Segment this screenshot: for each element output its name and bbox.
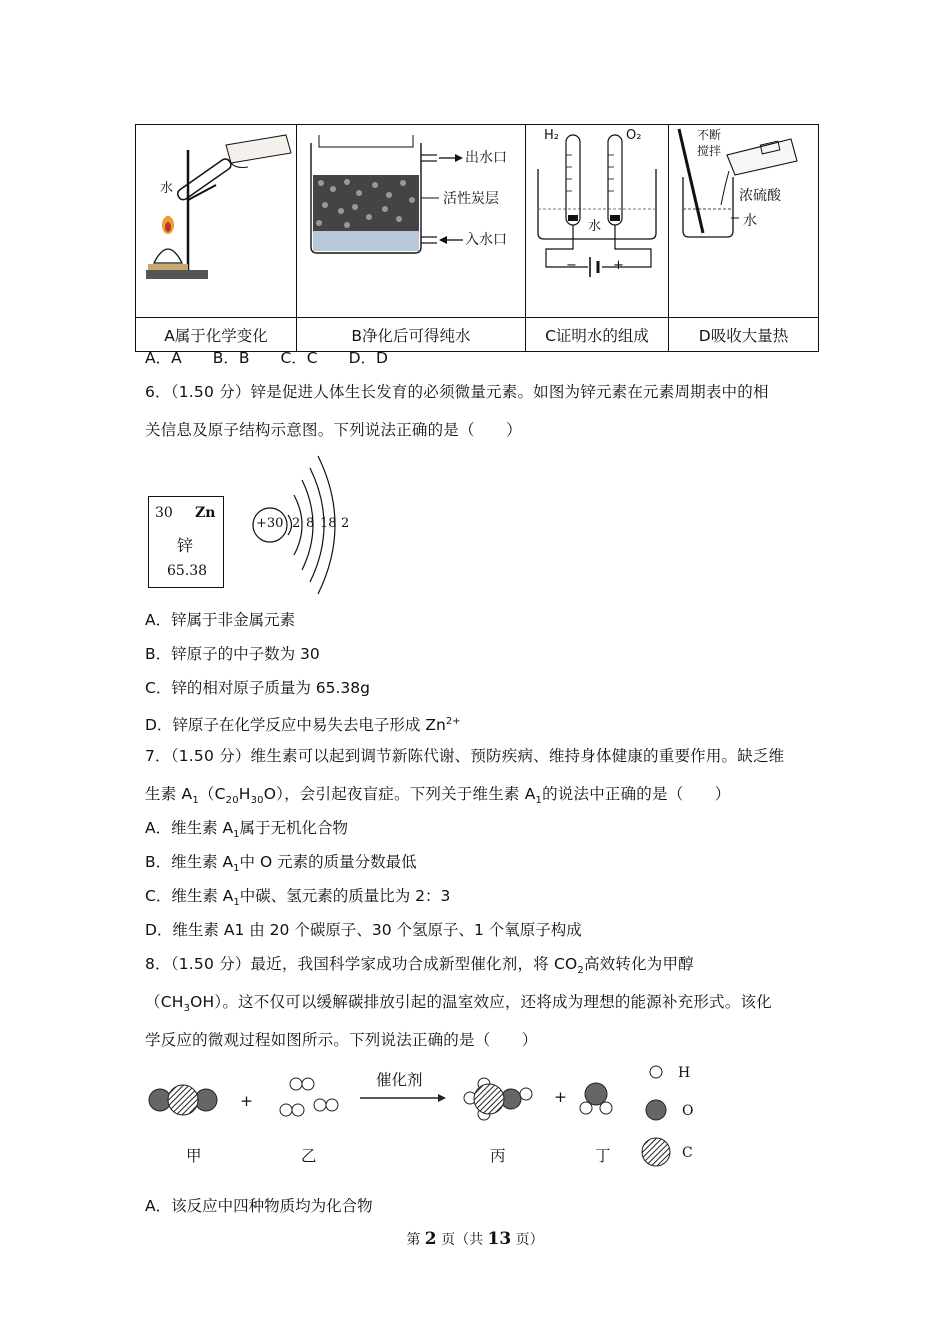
q7-option-b: [145, 852, 417, 879]
q7-stem-line-1: 7．（1.50 分）维生素可以起到调节新陈代谢、预防疾病、维持身体健康的重要作用。缺乏维: [145, 747, 785, 765]
q8-stem-line-3: 学反应的微观过程如图所示。下列说法正确的是（ ）: [145, 1031, 538, 1049]
q7-option-b-post: 中 O 元素的质量分数最低: [239, 853, 417, 871]
plus-sign-2: +: [554, 1088, 567, 1106]
figure-c-o2-label: O₂: [626, 128, 642, 143]
q8-line1-sub: 2: [577, 965, 584, 977]
shell-1-count: 2: [292, 516, 301, 531]
q7-option-b-pre: B．维生素 A: [145, 853, 234, 871]
figure-b-inlet-label: 入水口: [465, 232, 507, 248]
footer-mid: 页（共: [436, 1232, 488, 1248]
q8-stem-line-1: [145, 954, 694, 981]
figure-d-acid-label: 浓硫酸: [739, 188, 781, 204]
q7-option-b-sub: 1: [233, 863, 240, 875]
figure-c-plus-label: +: [613, 258, 624, 273]
q7-option-d: D．维生素 A1 由 20 个碳原子、30 个氢原子、1 个氧原子构成: [145, 921, 582, 939]
heating-apparatus-icon: [136, 125, 296, 313]
q6-option-d: [145, 712, 461, 735]
q6-option-b: B．锌原子的中子数为 30: [145, 645, 320, 663]
q8-line2-part-a: （CH: [145, 993, 184, 1011]
figure-c-h2-label: H₂: [544, 128, 559, 143]
q8-stem-line-2: [145, 992, 772, 1019]
q8-line2-part-b: OH）。这不仅可以缓解碳排放引起的温室效应，还将成为理想的能源补充形式。该化: [190, 993, 772, 1011]
q7-line2-part-d: O），会引起夜盲症。下列关于维生素 A: [263, 785, 536, 803]
q7-option-a-post: 属于无机化合物: [239, 819, 349, 837]
substance-ding: 丁: [595, 1147, 611, 1165]
shell-3-count: 18: [320, 516, 337, 531]
element-card: [148, 496, 224, 588]
element-symbol: Zn: [195, 505, 216, 521]
q7-line2-part-c: H: [238, 785, 251, 803]
footer-page-number: 2: [424, 1229, 437, 1249]
substance-yi: 乙: [301, 1147, 317, 1165]
q7-option-c-sub: 1: [233, 897, 240, 909]
page-footer: [0, 1229, 950, 1249]
q6-option-c: C．锌的相对原子质量为 65.38g: [145, 679, 370, 697]
caption-d: D吸收大量热: [669, 318, 819, 352]
shell-4-count: 2: [341, 516, 350, 531]
catalyst-label: 催化剂: [376, 1071, 423, 1089]
q6-option-d-text: D．锌原子在化学反应中易失去电子形成 Zn: [145, 716, 446, 735]
element-mass: 65.38: [167, 563, 208, 579]
figure-a-water-label: 水: [160, 181, 174, 196]
legend-o-label: O: [682, 1103, 694, 1119]
figure-c-electrolysis: [526, 125, 669, 318]
q7-stem-line-2: [145, 784, 731, 811]
q5-figure-table: [135, 124, 819, 352]
reaction-molecules-icon: [140, 1060, 720, 1170]
q7-line2-sub-3: 30: [250, 795, 264, 807]
nucleus-charge: +30: [256, 516, 284, 531]
q6-option-d-charge: 2+: [445, 716, 461, 727]
q7-line2-sub-1: 1: [192, 795, 199, 807]
figure-b-filter: [297, 125, 526, 318]
caption-b: B净化后可得纯水: [297, 318, 526, 352]
reaction-diagram: [140, 1060, 720, 1170]
q6-option-a: A．锌属于非金属元素: [145, 611, 296, 629]
q8-option-a: A．该反应中四种物质均为化合物: [145, 1197, 373, 1215]
q7-line2-part-e: 的说法中正确的是（ ）: [542, 785, 731, 803]
figure-c-water-label: 水: [588, 219, 602, 234]
q7-line2-sub-4: 1: [535, 795, 543, 807]
substance-jia: 甲: [186, 1147, 202, 1165]
q7-line2-part-b: （C: [198, 785, 226, 803]
q7-option-c: [145, 886, 450, 913]
caption-c: C证明水的组成: [526, 318, 669, 352]
figure-b-carbon-label: 活性炭层: [443, 191, 499, 207]
footer-pre: 第: [406, 1232, 425, 1248]
q7-option-a-pre: A．维生素 A: [145, 819, 234, 837]
q8-line1-part-b: 高效转化为甲醇: [583, 955, 694, 973]
figure-a-heating: [136, 125, 297, 318]
figure-d-stir-label-2: 搅拌: [697, 144, 722, 158]
shell-2-count: 8: [306, 516, 315, 531]
q7-option-c-post: 中碳、氢元素的质量比为 2：3: [239, 887, 451, 905]
legend-c-label: C: [682, 1145, 693, 1161]
figure-b-outlet-label: 出水口: [465, 150, 507, 166]
q7-option-a-sub: 1: [233, 829, 240, 841]
element-number: 30: [155, 505, 173, 521]
substance-bing: 丙: [490, 1147, 506, 1165]
element-name: 锌: [177, 536, 194, 555]
footer-total-pages: 13: [487, 1229, 512, 1249]
legend-h-label: H: [678, 1065, 691, 1081]
plus-sign-1: +: [240, 1092, 253, 1110]
q7-line2-sub-2: 20: [225, 795, 239, 807]
q6-stem-line-2: 关信息及原子结构示意图。下列说法正确的是（ ）: [145, 421, 522, 439]
q8-line1-part-a: 8．（1.50 分）最近，我国科学家成功合成新型催化剂，将 CO: [145, 955, 578, 973]
q7-option-c-pre: C．维生素 A: [145, 887, 234, 905]
q8-line2-sub: 3: [183, 1003, 191, 1015]
atom-structure-diagram: [248, 450, 358, 600]
caption-a: A属于化学变化: [136, 318, 297, 352]
q6-stem-line-1: 6．（1.50 分）锌是促进人体生长发育的必须微量元素。如图为锌元素在元素周期表中的相: [145, 383, 769, 401]
q5-options: A．A B．B C．C D．D: [145, 349, 388, 367]
footer-post: 页）: [511, 1232, 544, 1248]
figure-c-minus-label: −: [566, 258, 577, 273]
figure-d-stir-label-1: 不断: [697, 128, 722, 142]
figure-d-water-label: 水: [743, 213, 757, 229]
q7-line2-part-a: 生素 A: [145, 785, 193, 803]
q7-option-a: [145, 818, 348, 845]
figure-d-dilution: [669, 125, 819, 318]
